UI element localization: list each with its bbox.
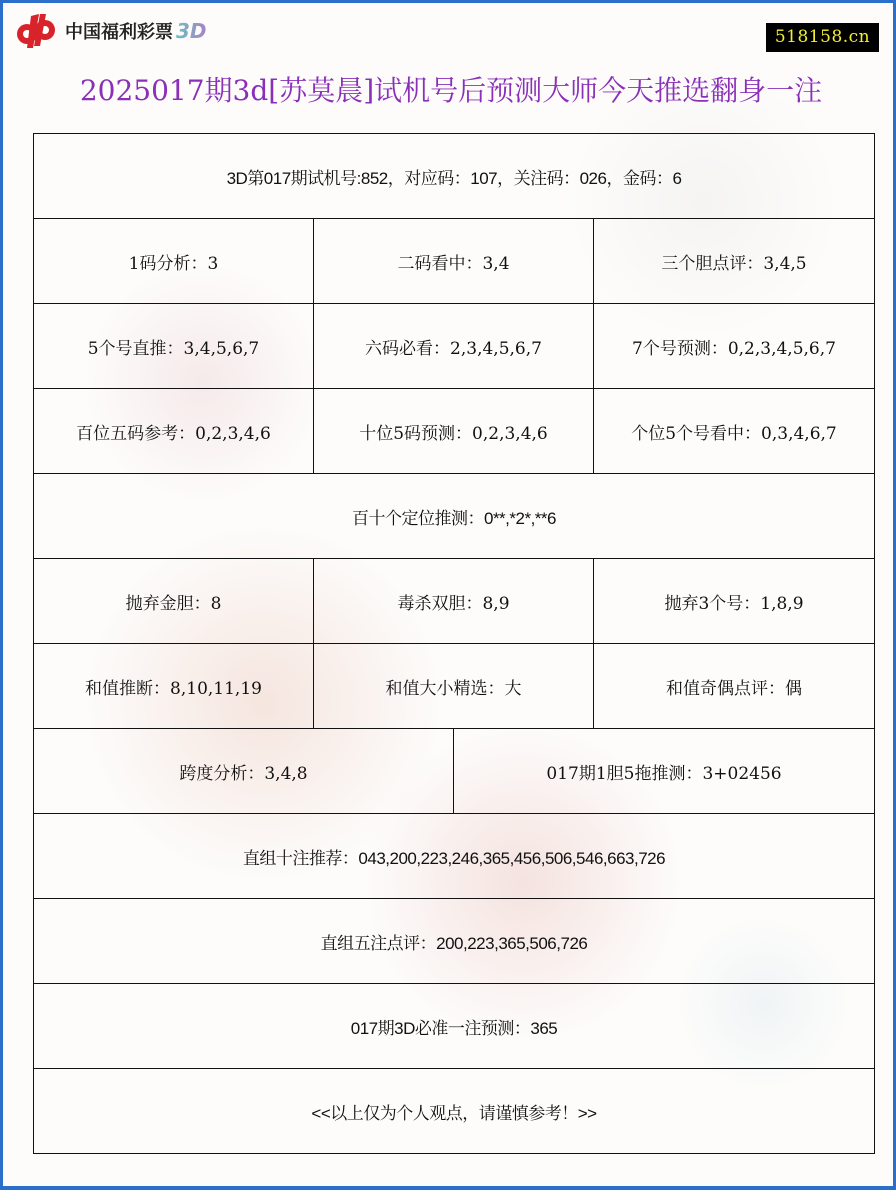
table-row <box>34 559 875 644</box>
table-row <box>34 729 875 814</box>
one-code-cell: 1码分析：3 <box>34 219 314 304</box>
trial-number-cell: 3D第017期试机号:852，对应码：107，关注码：026，金码：6 <box>34 134 875 219</box>
table-row <box>34 814 875 899</box>
table-row <box>34 1069 875 1154</box>
five-bets-cell: 直组五注点评：200,223,365,506,726 <box>34 899 875 984</box>
two-code-cell: 二码看中：3,4 <box>314 219 594 304</box>
site-badge[interactable]: 518158.cn <box>766 23 879 52</box>
sum-parity-cell: 和值奇偶点评：偶 <box>594 644 875 729</box>
table-row <box>34 899 875 984</box>
units-five-code-cell: 个位5个号看中：0,3,4,6,7 <box>594 389 875 474</box>
span-analysis-cell: 跨度分析：3,4,8 <box>34 729 454 814</box>
discard-three-cell: 抛弃3个号：1,8,9 <box>594 559 875 644</box>
five-number-cell: 5个号直推：3,4,5,6,7 <box>34 304 314 389</box>
lottery-logo <box>13 11 207 51</box>
table-row <box>34 474 875 559</box>
hundreds-five-code-cell: 百位五码参考：0,2,3,4,6 <box>34 389 314 474</box>
six-code-cell: 六码必看：2,3,4,5,6,7 <box>314 304 594 389</box>
ten-bets-cell: 直组十注推荐：043,200,223,246,365,456,506,546,663,726 <box>34 814 875 899</box>
prediction-table <box>33 133 875 1154</box>
seven-number-cell: 7个号预测：0,2,3,4,5,6,7 <box>594 304 875 389</box>
one-dan-five-tuo-cell: 017期1胆5拖推测：3+02456 <box>454 729 875 814</box>
sum-prediction-cell: 和值推断：8,10,11,19 <box>34 644 314 729</box>
three-dan-cell: 三个胆点评：3,4,5 <box>594 219 875 304</box>
table-row <box>34 304 875 389</box>
position-prediction-cell: 百十个定位推测：0**,*2*,**6 <box>34 474 875 559</box>
one-bet-cell: 017期3D必准一注预测：365 <box>34 984 875 1069</box>
page-title: 2025017期3d[苏莫晨]试机号后预测大师今天推选翻身一注 <box>79 74 823 107</box>
logo-text: 中国福利彩票 <box>65 22 173 43</box>
sum-size-cell: 和值大小精选：大 <box>314 644 594 729</box>
table-row <box>34 644 875 729</box>
logo-3d-text: 3D <box>176 19 207 43</box>
kill-double-dan-cell: 毒杀双胆：8,9 <box>314 559 594 644</box>
disclaimer-cell: <<以上仅为个人观点，请谨慎参考！>> <box>34 1069 875 1154</box>
table-row <box>34 219 875 304</box>
tens-five-code-cell: 十位5码预测：0,2,3,4,6 <box>314 389 594 474</box>
table-row <box>34 389 875 474</box>
discard-gold-dan-cell: 抛弃金胆：8 <box>34 559 314 644</box>
table-row <box>34 984 875 1069</box>
table-row <box>34 134 875 219</box>
welfare-lottery-logo-icon <box>13 12 59 50</box>
